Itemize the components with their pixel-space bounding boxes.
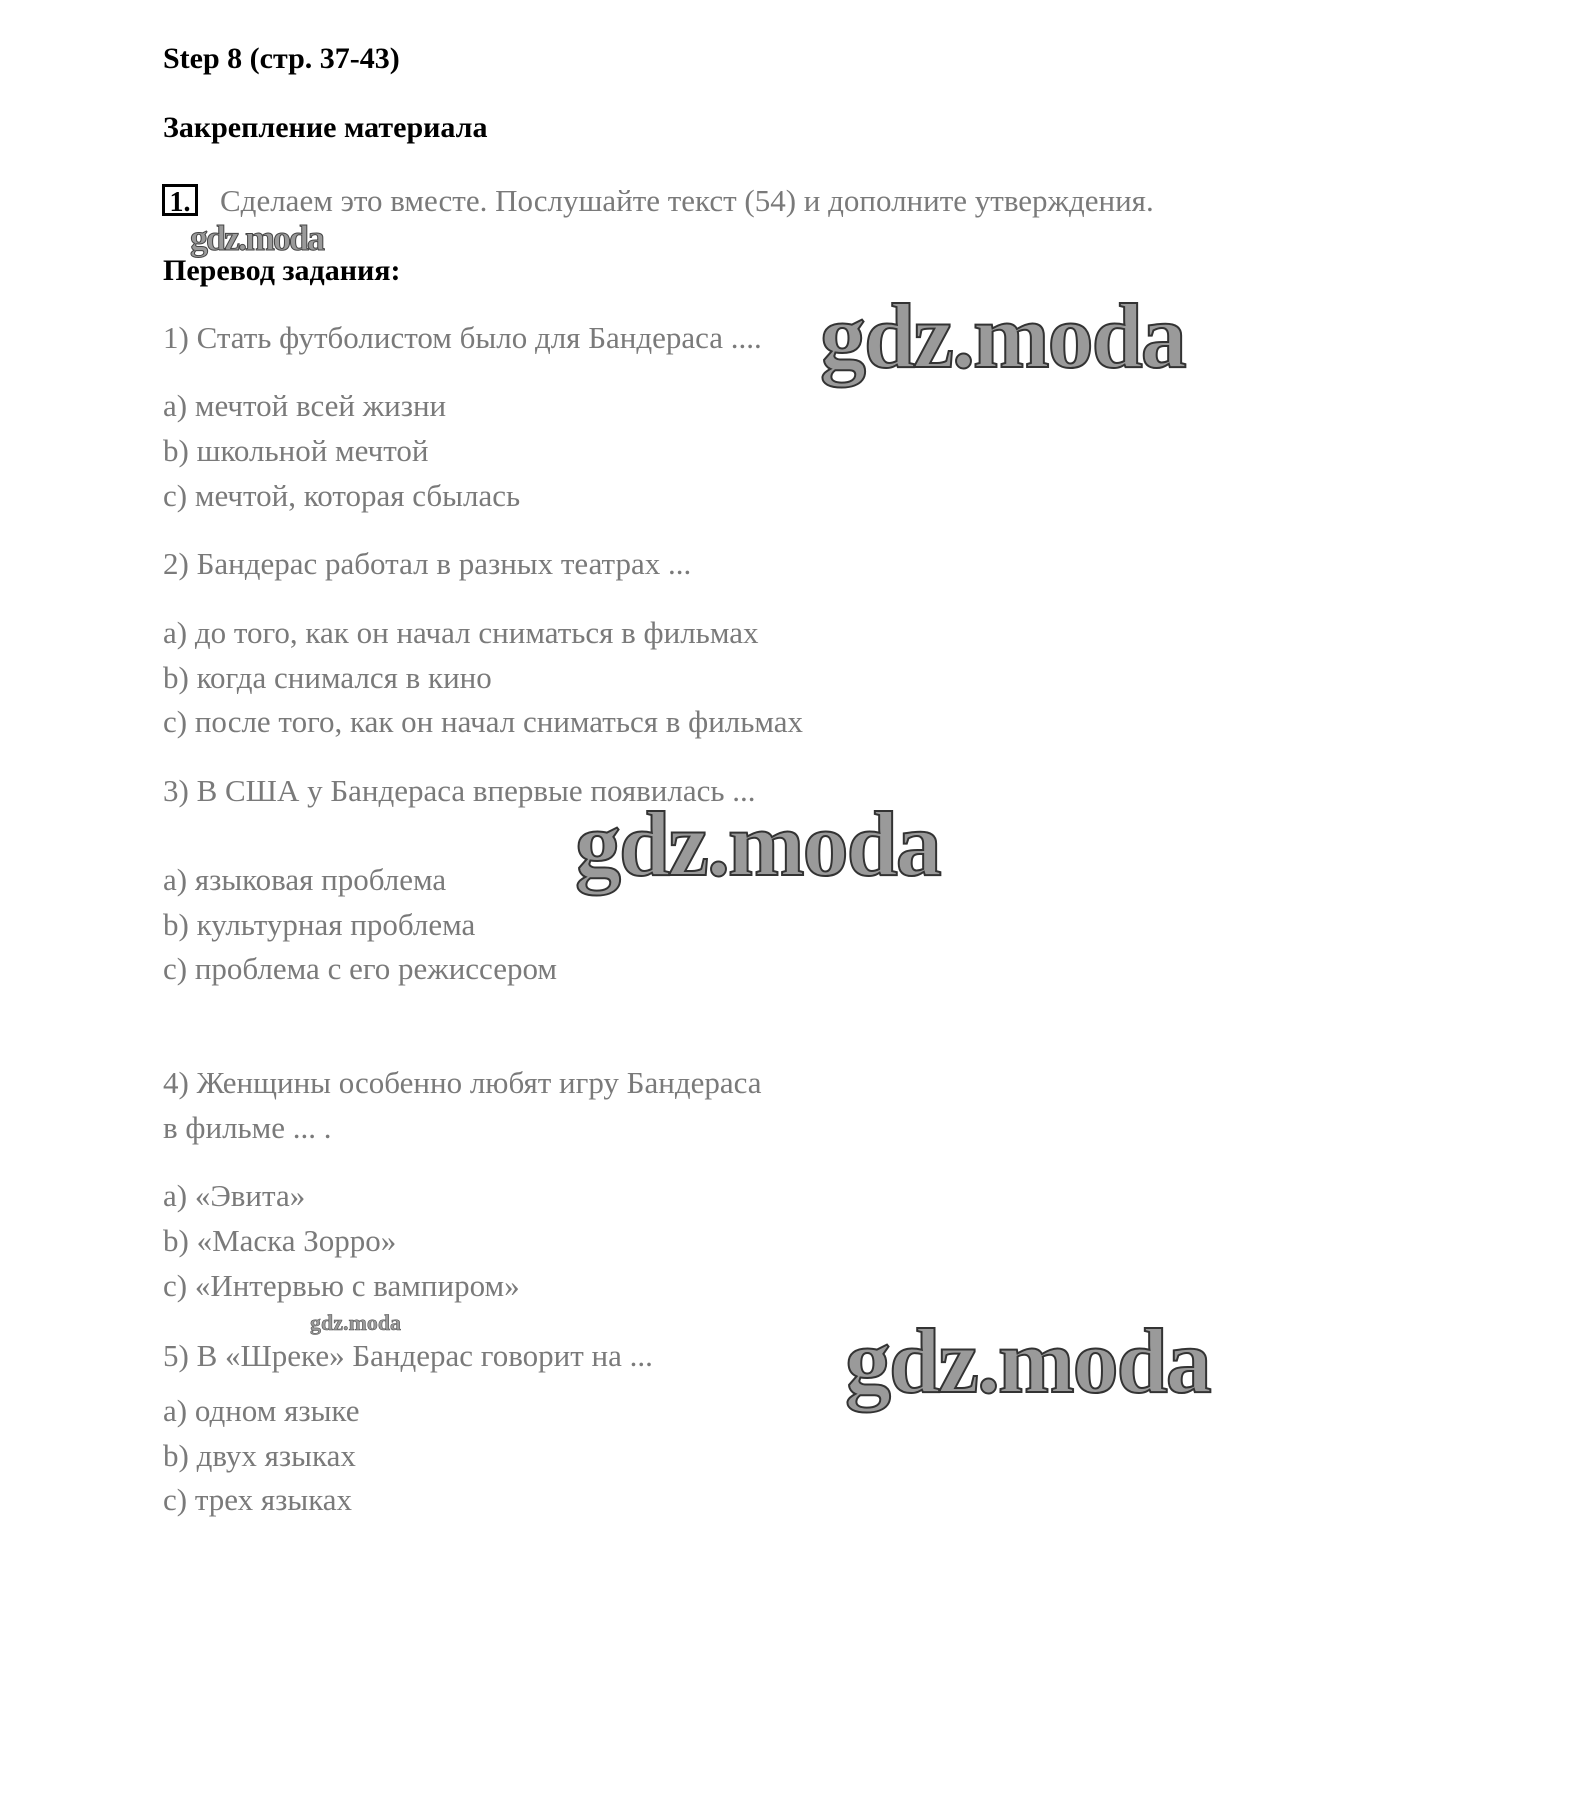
option-2b: b) когда снимался в кино	[163, 660, 492, 695]
option-3a: a) языковая проблема	[163, 862, 447, 897]
question-1: 1) Стать футболистом было для Бандераса ....	[163, 320, 762, 355]
option-3b: b) культурная проблема	[163, 907, 476, 942]
option-4c: c) «Интервью с вампиром»	[163, 1268, 520, 1303]
option-3c: c) проблема с его режиссером	[163, 951, 557, 986]
option-4b: b) «Маска Зорро»	[163, 1223, 397, 1258]
option-5b: b) двух языках	[163, 1438, 356, 1473]
task-number: 1.	[162, 184, 198, 216]
option-1a: a) мечтой всей жизни	[163, 388, 447, 423]
option-4a: a) «Эвита»	[163, 1178, 306, 1213]
question-2: 2) Бандерас работал в разных театрах ...	[163, 546, 692, 581]
option-1b: b) школьной мечтой	[163, 433, 429, 468]
translation-heading: Перевод задания:	[163, 254, 401, 287]
watermark-large: gdz.moda	[575, 793, 940, 895]
watermark-large: gdz.moda	[845, 1310, 1210, 1412]
option-5a: a) одном языке	[163, 1393, 360, 1428]
question-4: 4) Женщины особенно любят игру Бандераса	[163, 1065, 762, 1100]
watermark: gdz.moda	[190, 218, 324, 258]
option-1c: c) мечтой, которая сбылась	[163, 478, 521, 513]
option-2a: a) до того, как он начал сниматься в фильмах	[163, 615, 759, 650]
question-3: 3) В США у Бандераса впервые появилась ...	[163, 773, 756, 808]
option-2c: c) после того, как он начал сниматься в фильмах	[163, 704, 804, 739]
watermark-large: gdz.moda	[820, 285, 1185, 387]
option-5c: c) трех языках	[163, 1482, 353, 1517]
page-title: Step 8 (стр. 37-43)	[163, 42, 400, 75]
section-heading: Закрепление материала	[163, 111, 488, 144]
question-5: 5) В «Шреке» Бандерас говорит на ...	[163, 1338, 653, 1373]
watermark-small: gdz.moda	[310, 1310, 402, 1335]
task-text: Сделаем это вместе. Послушайте текст (54) и дополните утверждения.	[220, 183, 1154, 218]
question-4-cont: в фильме ... .	[163, 1110, 332, 1145]
